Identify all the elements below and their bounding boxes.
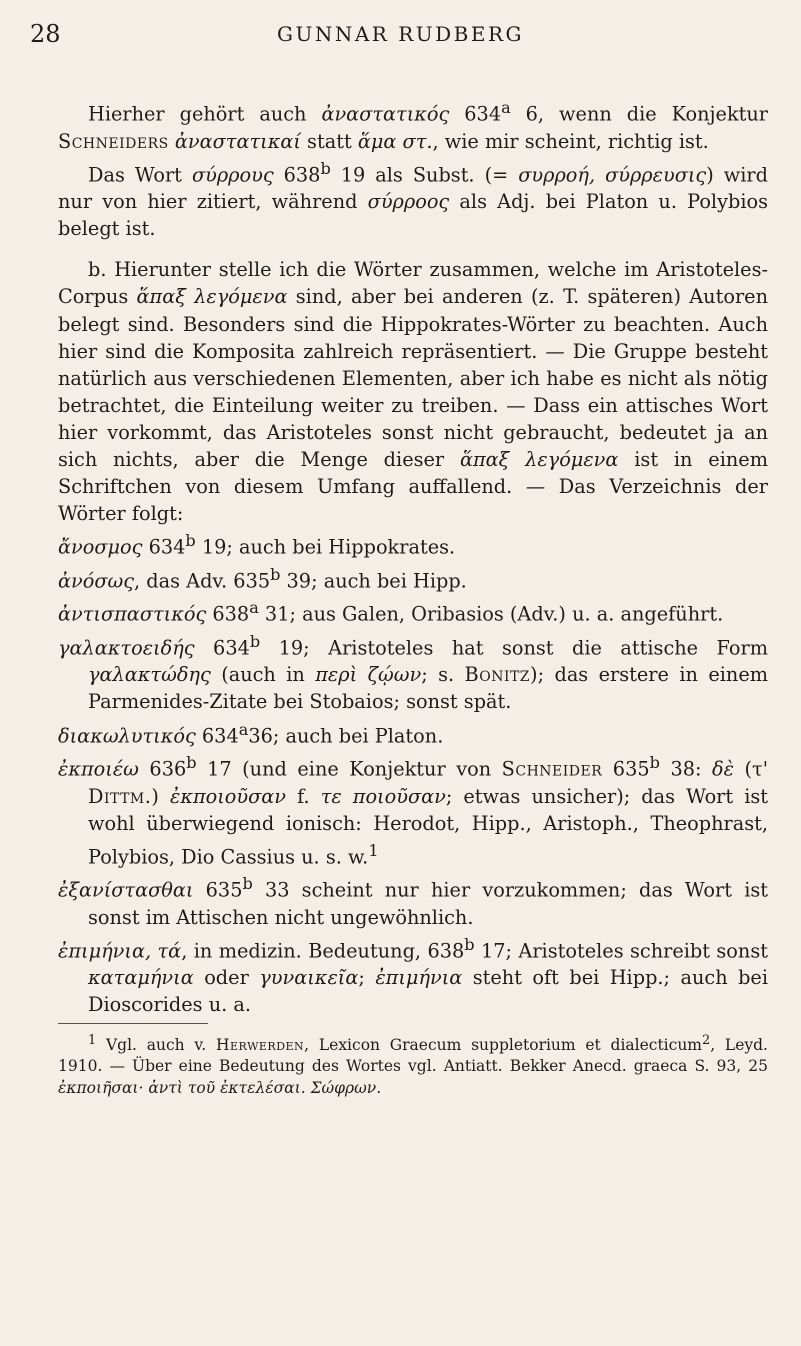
word-entry: γαλακτοειδής 634$^b$ 19; Aristoteles hat sonst die attische Form γαλακτώδης (auch in περὶ ζῴων; s. Bonitz); das erstere in einem Parmenides-Zitate bei Stobaios; sonst spät. xyxy=(58,631,769,714)
page-number: 28 xyxy=(30,20,61,48)
greek-term: ἀναστατικός xyxy=(321,102,450,126)
headword: ἀντισπαστικός xyxy=(58,602,207,626)
page-header xyxy=(0,20,801,50)
word-entry: διακωλυτικός 634$^a$36; auch bei Platon. xyxy=(58,719,444,747)
headword: ἐπιμήνια, τά xyxy=(58,939,182,963)
greek-term: ἅπαξ λεγόμενα xyxy=(136,285,288,309)
author-name: Dittm. xyxy=(88,784,152,808)
greek-term: περὶ ζῴων xyxy=(315,663,422,687)
author-name: Schneiders xyxy=(58,129,169,153)
greek-term: ἐκποιῆσαι· ἀντὶ τοῦ ἐκτελέσαι. Σώφρων. xyxy=(58,1078,382,1097)
author-name: Schneider xyxy=(501,757,603,781)
paragraph-1: Hierher gehört auch ἀναστατικός 634$^a$ 6, wenn die Konjektur Schneiders ἀναστατικαί statt ἅμα στ., wie mir scheint, richtig ist. xyxy=(58,98,769,153)
word-entry: ἀντισπαστικός 638$^a$ 31; aus Galen, Oribasios (Adv.) u. a. angeführt. xyxy=(58,598,724,626)
greek-term: τε ποιοῦσαν xyxy=(320,784,446,808)
footnote-ref: 1 xyxy=(368,840,379,860)
headword: γαλακτοειδής xyxy=(58,636,195,660)
headword: ἄνοσμος xyxy=(58,535,143,559)
greek-term: γαλακτώδης xyxy=(88,663,211,687)
word-entry: ἐξανίστασθαι 635$^b$ 33 scheint nur hier vorzukommen; das Wort ist sonst im Attischen nicht ungewöhnlich. xyxy=(58,874,768,929)
main-text xyxy=(58,94,768,1099)
greek-term: σύρρους xyxy=(191,163,274,187)
footnote-mark: 1 xyxy=(88,1032,97,1048)
word-entry: ἄνοσμος 634$^b$ 19; auch bei Hippokrates. xyxy=(58,531,456,559)
headword: ἐκποιέω xyxy=(58,757,139,781)
running-title: GUNNAR RUDBERG xyxy=(277,22,524,46)
headword: ἐξανίστασθαι xyxy=(58,878,194,902)
headword: διακωλυτικός xyxy=(58,723,196,747)
headword: ἀνόσως xyxy=(58,569,135,593)
footnote: $^1$ Vgl. auch v. Herwerden, Lexicon Graecum suppletorium et dialecticum$^2$, Leyd. 1910. — Über eine Bedeutung des Wortes vgl. Antiatt. Bekker Anecd. graeca S. 93, 25 ἐκποιῆσαι· ἀντὶ τοῦ ἐκτελέσαι. Σώφρων. xyxy=(58,1032,768,1097)
word-entry: ἀνόσως, das Adv. 635$^b$ 39; auch bei Hipp. xyxy=(58,564,467,593)
greek-term: συρροή, σύρρευσις xyxy=(518,163,707,187)
word-entry: ἐκποιέω 636$^b$ 17 (und eine Konjektur von Schneider 635$^b$ 38: δὲ (τ' Dittm.) ἐκποιοῦσαν f. τε ποιοῦσαν; etwas unsicher); das Wort ist wohl überwiegend ionisch: Herodot, Hipp., Aristoph., Theophrast, Polybios, Dio Cassius u. s. w.$^1$ xyxy=(58,753,769,869)
greek-term: ἅπαξ λεγόμενα xyxy=(459,447,619,471)
author-name: Bonitz xyxy=(464,663,531,687)
greek-term: ἐπιμήνια xyxy=(375,966,463,990)
greek-term: γυναικεῖα xyxy=(259,966,359,990)
author-name: Herwerden xyxy=(215,1035,305,1054)
footnote-rule xyxy=(58,1023,208,1024)
greek-term: σύρροος xyxy=(367,190,450,214)
greek-term: ἀναστατικαί xyxy=(174,129,301,153)
word-entry: ἐπιμήνια, τά, in medizin. Bedeutung, 638$^b$ 17; Aristoteles schreibt sonst καταμήνια oder γυναικεῖα; ἐπιμήνια steht oft bei Hipp.; auch bei Dioscorides u. a. xyxy=(58,934,768,1017)
greek-term: καταμήνια xyxy=(88,966,194,990)
greek-term: ἐκποιοῦσαν xyxy=(169,784,287,808)
paragraph-3: b. Hierunter stelle ich die Wörter zusammen, welche im Aristoteles-Corpus ἅπαξ λεγόμενα sind, aber bei anderen (z. T. späteren) Autoren belegt sind. Besonders sind die Hippokrates-Wörter zu beachten. Auch hier sind die Komposita zahlreich repräsentiert. — Die Gruppe besteht natürlich aus verschiedenen Elementen, aber ich habe es nicht als nötig betrachtet, die Einteilung weiter zu treiben. — Dass ein attisches Wort hier vorkommt, das Aristoteles sonst nicht gebraucht, bedeutet ja an sich nichts, aber die Menge dieser ἅπαξ λεγόμενα ist in einem Schriftchen von diesem Umfang auffallend. — Das Verzeichnis der Wörter folgt: xyxy=(58,258,769,526)
paragraph-2: Das Wort σύρρους 638$^b$ 19 als Subst. (= συρροή, σύρρευσις) wird nur von hier zitiert, während σύρροος als Adj. bei Platon u. Polybios belegt ist. xyxy=(58,158,769,241)
greek-term: δὲ xyxy=(712,757,734,781)
greek-term: ἅμα στ. xyxy=(357,129,433,153)
